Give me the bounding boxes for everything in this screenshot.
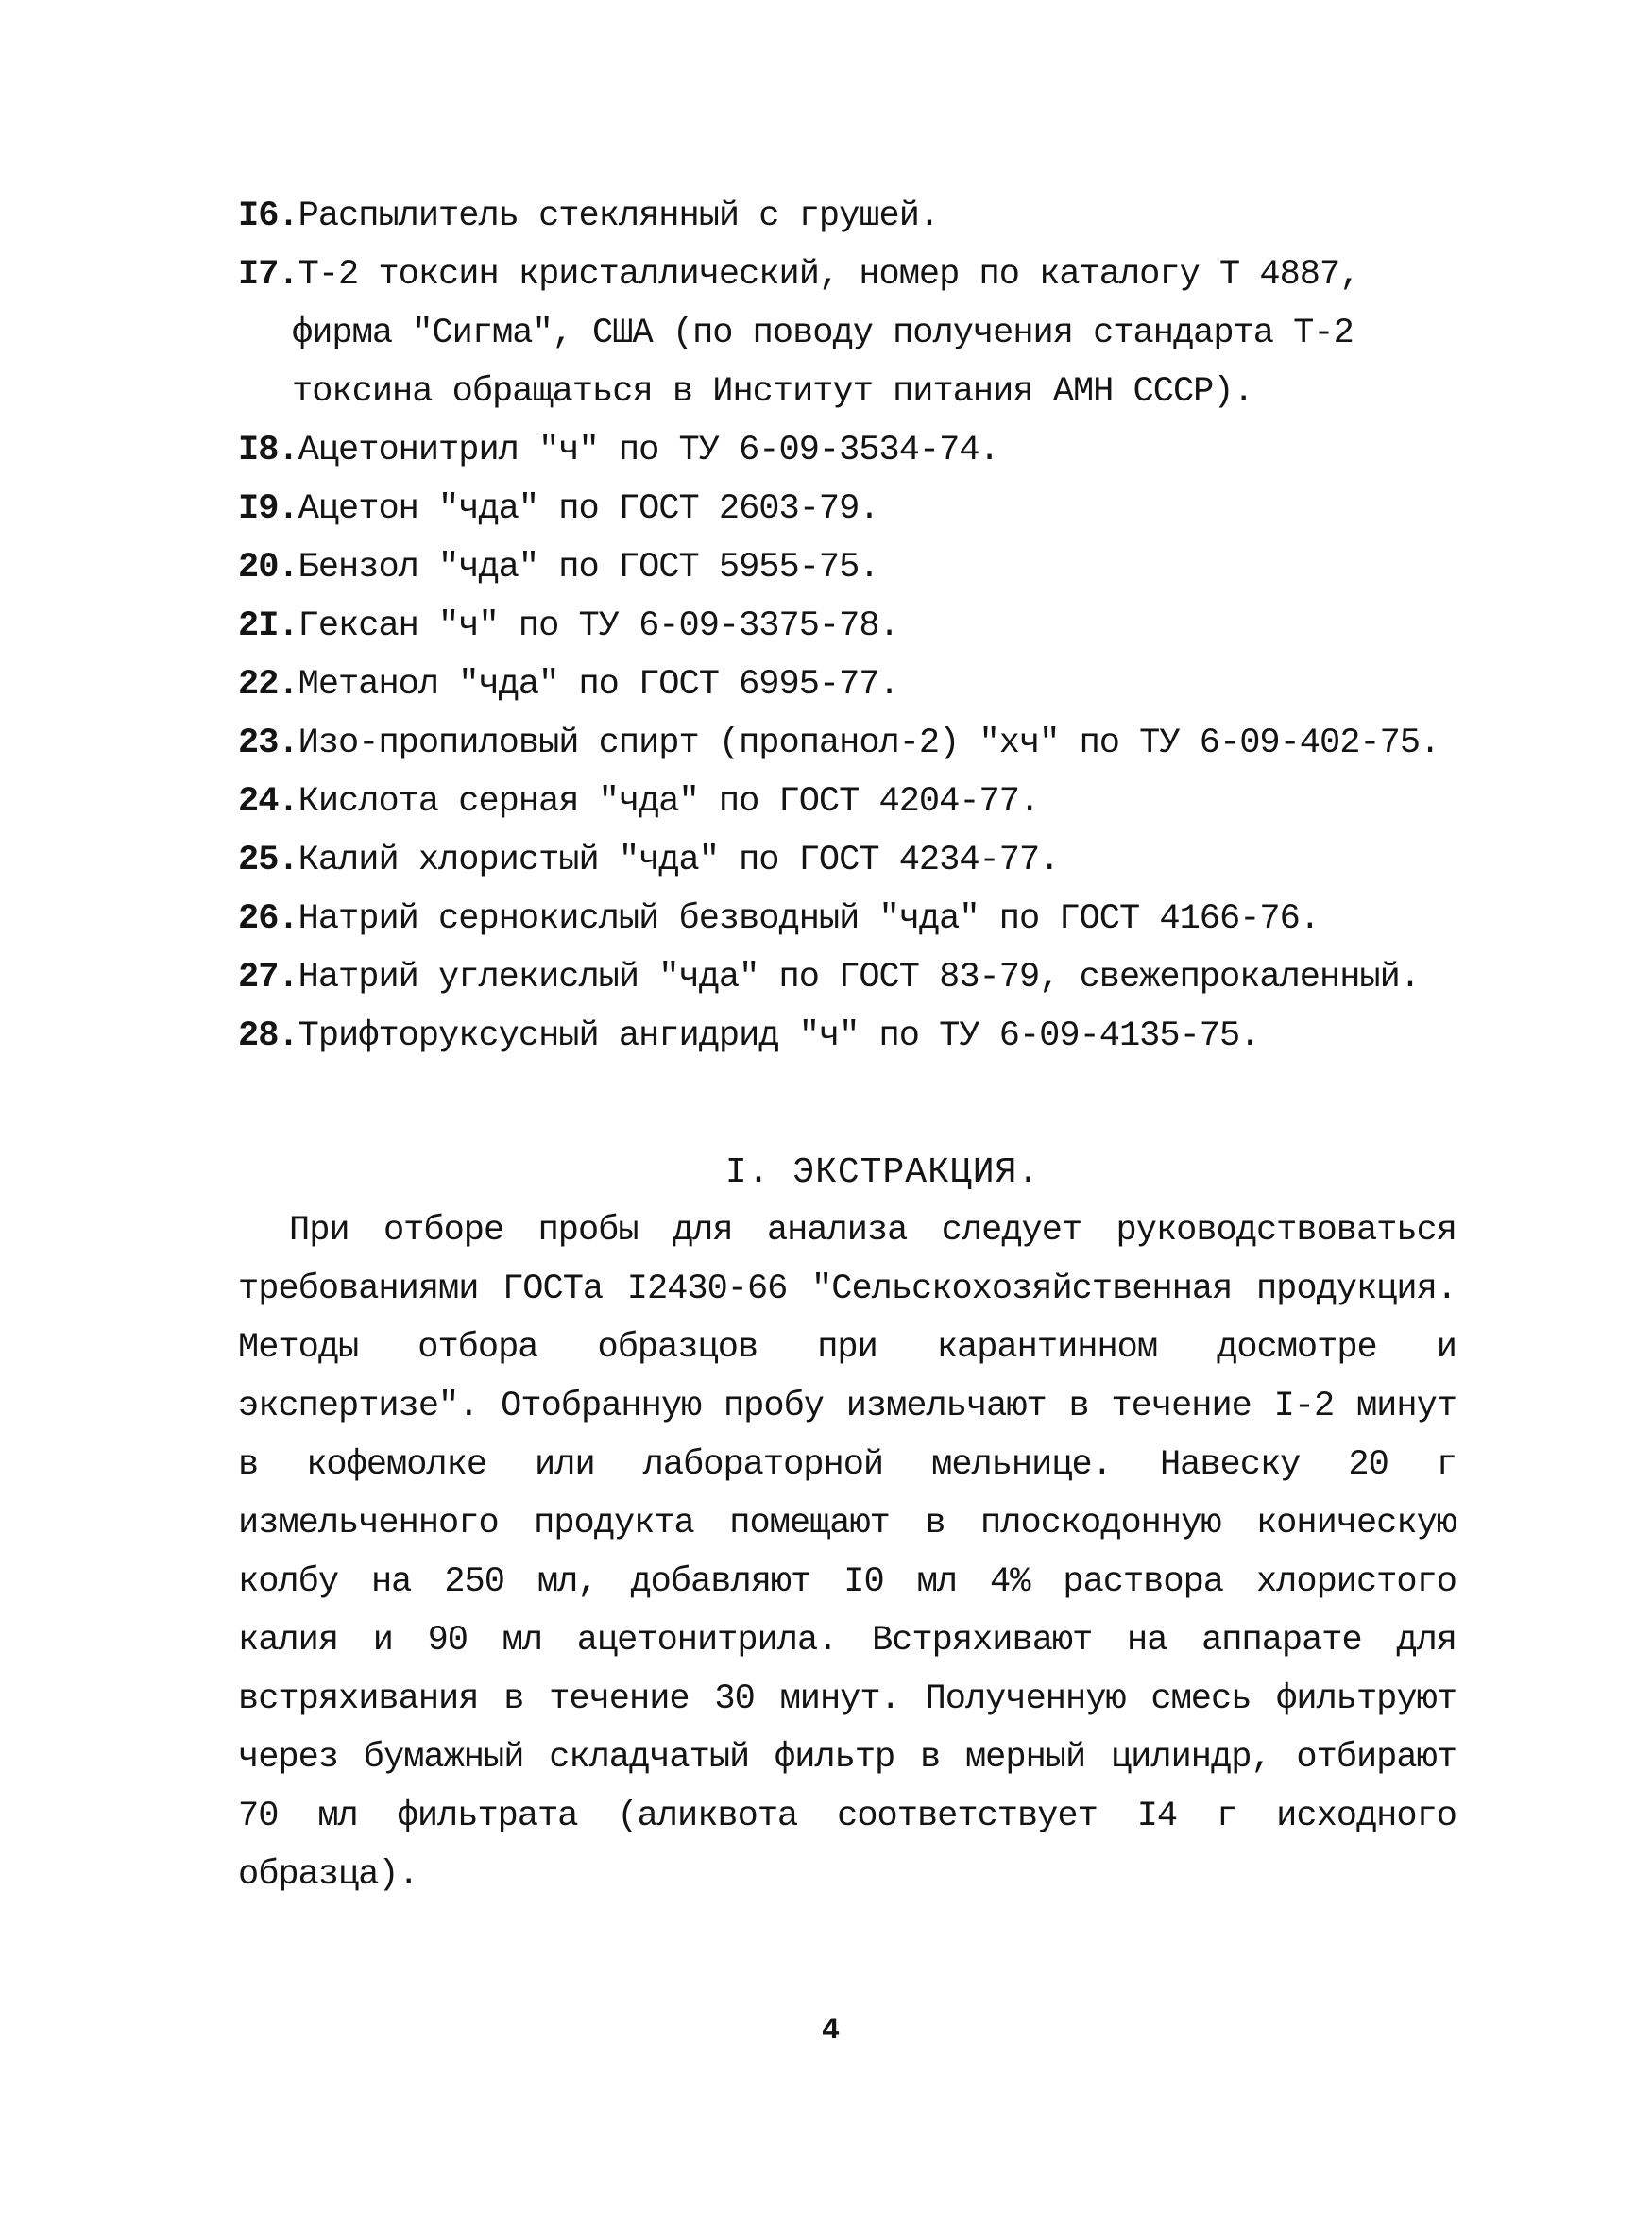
list-item-number: I8. bbox=[238, 431, 298, 470]
list-item-text: Т-2 токсин кристаллический, номер по каталогу Т 4887, фирма "Сигма", США (по поводу получения стандарта Т-2 токсина обращаться в Институт питания АМН СССР). bbox=[292, 255, 1360, 412]
list-item-number: 22. bbox=[238, 665, 298, 705]
list-item-text: Кислота серная "чда" по ГОСТ 4204-77. bbox=[298, 782, 1040, 822]
list-item bbox=[238, 1007, 1466, 1065]
list-item-number: 23. bbox=[238, 724, 298, 763]
list-item-text: Метанол "чда" по ГОСТ 6995-77. bbox=[298, 665, 899, 705]
list-item-text: Бензол "чда" по ГОСТ 5955-75. bbox=[298, 548, 879, 588]
list-item-text: Натрий сернокислый безводный "чда" по ГОСТ 4166-76. bbox=[298, 899, 1320, 939]
list-item-number: 20. bbox=[238, 548, 298, 588]
list-item-text: Натрий углекислый "чда" по ГОСТ 83-79, свежепрокаленный. bbox=[298, 958, 1421, 997]
list-item-text: Распылитель стеклянный с грушей. bbox=[298, 196, 940, 236]
list-item bbox=[238, 480, 1466, 538]
list-item-number: 28. bbox=[238, 1016, 298, 1056]
page-number: 4 bbox=[821, 2013, 841, 2048]
reagents-list bbox=[238, 187, 1466, 1065]
section-paragraph: При отборе пробы для анализа следует руководствоваться требованиями ГОСТа I2430-66 "Сельскохозяйственная продукция. Методы отбора образцов при карантинном досмотре и экспертизе". Отобранную пробу измельчают в течение I-2 минут в кофемолке или лабораторной мельнице. Навеску 20 г измельченного продукта помещают в плоскодонную коническую колбу на 250 мл, добавляют I0 мл 4% раствора хлористого калия и 90 мл ацетонитрила. Встряхивают на аппарате для встряхивания в течение 30 минут. Полученную смесь фильтруют через бумажный складчатый фильтр в мерный цилиндр, отбирают 70 мл фильтрата (аликвота соответствует I4 г исходного образца). bbox=[238, 1211, 1456, 1895]
list-item bbox=[238, 890, 1466, 948]
list-item-text: Изо-пропиловый спирт (пропанол-2) "хч" по ТУ 6-09-402-75. bbox=[298, 724, 1440, 763]
list-item-number: I7. bbox=[238, 255, 298, 295]
list-item-number: 25. bbox=[238, 841, 298, 880]
list-item bbox=[238, 246, 1473, 421]
section-heading: I. ЭКСТРАКЦИЯ. bbox=[724, 1152, 1041, 1193]
list-item-text: Трифторуксусный ангидрид "ч" по ТУ 6-09-4135-75. bbox=[298, 1016, 1260, 1056]
list-item-text: Ацетон "чда" по ГОСТ 2603-79. bbox=[298, 489, 879, 529]
list-item bbox=[238, 538, 1466, 597]
list-item bbox=[238, 773, 1466, 831]
list-item bbox=[238, 421, 1466, 480]
list-item-text: Калий хлористый "чда" по ГОСТ 4234-77. bbox=[298, 841, 1060, 880]
list-item-number: I6. bbox=[238, 196, 298, 236]
list-item-number: 2I. bbox=[238, 606, 298, 646]
list-item bbox=[238, 714, 1466, 773]
list-item bbox=[238, 656, 1466, 714]
list-item-text: Гексан "ч" по ТУ 6-09-3375-78. bbox=[298, 606, 899, 646]
list-item bbox=[238, 831, 1466, 890]
list-item-number: 24. bbox=[238, 782, 298, 822]
list-item bbox=[238, 948, 1466, 1007]
list-item-number: 26. bbox=[238, 899, 298, 939]
list-item bbox=[238, 597, 1466, 656]
list-item-number: 27. bbox=[238, 958, 298, 997]
list-item-number: I9. bbox=[238, 489, 298, 529]
list-item-text: Ацетонитрил "ч" по ТУ 6-09-3534-74. bbox=[298, 431, 999, 470]
list-item bbox=[238, 187, 1466, 246]
